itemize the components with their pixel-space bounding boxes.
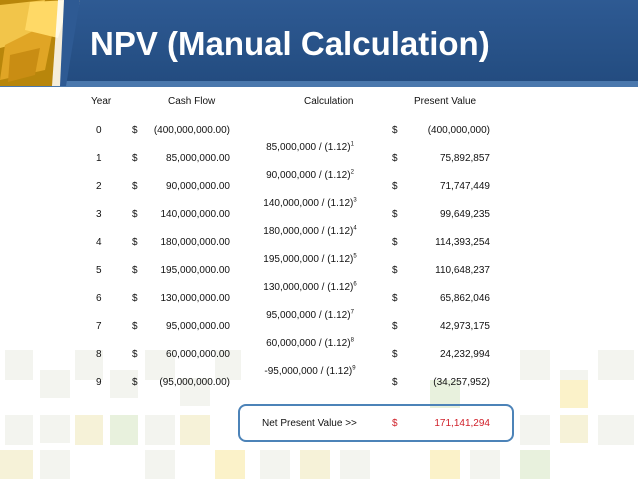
calculation-exponent: 4 [353, 225, 357, 232]
calculation-cell [254, 282, 366, 294]
year-cell: 2 [96, 181, 102, 192]
cash-flow-currency: $ [132, 153, 138, 164]
present-value-cell: 110,648,237 [435, 265, 490, 276]
gold-bars-logo [0, 0, 80, 86]
column-header-year: Year [91, 96, 112, 107]
present-value-cell: 75,892,857 [439, 153, 490, 164]
npv-value: 171,141,294 [434, 418, 490, 429]
present-value-cell: 99,649,235 [439, 209, 490, 220]
present-value-currency: $ [392, 237, 398, 248]
present-value-currency: $ [392, 125, 398, 136]
calculation-exponent: 1 [350, 141, 354, 148]
slide-title: NPV (Manual Calculation) [90, 25, 490, 62]
present-value-cell: 24,232,994 [439, 349, 490, 360]
cash-flow-cell: 140,000,000.00 [160, 209, 230, 220]
calculation-cell [254, 254, 366, 266]
present-value-currency: $ [392, 153, 398, 164]
calculation-text: 95,000,000 / (1.12) [266, 310, 351, 321]
title-bar-underline [0, 81, 638, 87]
cash-flow-currency: $ [132, 181, 138, 192]
cash-flow-currency: $ [132, 321, 138, 332]
present-value-cell: (400,000,000) [427, 125, 490, 136]
column-header-cash-flow: Cash Flow [168, 96, 216, 107]
year-cell: 0 [96, 125, 102, 136]
present-value-cell: 114,393,254 [435, 237, 490, 248]
year-cell: 1 [96, 153, 102, 164]
npv-label: Net Present Value >> [262, 418, 357, 429]
calculation-text: 60,000,000 / (1.12) [266, 338, 351, 349]
calculation-exponent: 3 [353, 197, 357, 204]
present-value-cell: 65,862,046 [439, 293, 490, 304]
cash-flow-cell: 90,000,000.00 [166, 181, 230, 192]
cash-flow-cell: 85,000,000.00 [166, 153, 230, 164]
calculation-cell [254, 366, 366, 378]
calculation-text: -95,000,000 / (1.12) [264, 366, 353, 377]
present-value-cell: 71,747,449 [439, 181, 490, 192]
year-cell: 3 [96, 209, 102, 220]
calculation-exponent: 6 [353, 281, 357, 288]
year-cell: 7 [96, 321, 102, 332]
present-value-currency: $ [392, 377, 398, 388]
calculation-exponent: 7 [350, 309, 354, 316]
year-cell: 9 [96, 377, 102, 388]
calculation-cell [254, 338, 366, 350]
year-cell: 4 [96, 237, 102, 248]
calculation-exponent: 5 [353, 253, 357, 260]
cash-flow-cell: (400,000,000.00) [153, 125, 230, 136]
calculation-text: 195,000,000 / (1.12) [263, 254, 354, 265]
cash-flow-cell: 130,000,000.00 [160, 293, 230, 304]
present-value-cell: (34,257,952) [433, 377, 490, 388]
present-value-currency: $ [392, 181, 398, 192]
cash-flow-currency: $ [132, 377, 138, 388]
cash-flow-currency: $ [132, 293, 138, 304]
calculation-exponent: 9 [352, 365, 356, 372]
column-header-present-value: Present Value [414, 96, 477, 107]
year-cell: 5 [96, 265, 102, 276]
npv-currency: $ [392, 418, 398, 429]
cash-flow-currency: $ [132, 125, 138, 136]
calculation-cell [254, 226, 366, 238]
present-value-cell: 42,973,175 [439, 321, 490, 332]
calculation-cell [254, 198, 366, 210]
year-cell: 6 [96, 293, 102, 304]
present-value-currency: $ [392, 293, 398, 304]
cash-flow-currency: $ [132, 237, 138, 248]
cash-flow-currency: $ [132, 349, 138, 360]
column-header-calculation: Calculation [304, 96, 354, 107]
calculation-exponent: 2 [350, 169, 354, 176]
calculation-cell [254, 142, 366, 154]
cash-flow-cell: (95,000,000.00) [159, 377, 230, 388]
calculation-cell [254, 170, 366, 182]
cash-flow-currency: $ [132, 265, 138, 276]
cash-flow-currency: $ [132, 209, 138, 220]
calculation-cell [254, 310, 366, 322]
present-value-currency: $ [392, 265, 398, 276]
cash-flow-cell: 180,000,000.00 [160, 237, 230, 248]
calculation-text: 130,000,000 / (1.12) [263, 282, 354, 293]
calculation-text: 180,000,000 / (1.12) [263, 226, 354, 237]
calculation-text: 140,000,000 / (1.12) [263, 198, 354, 209]
cash-flow-cell: 195,000,000.00 [160, 265, 230, 276]
present-value-currency: $ [392, 209, 398, 220]
calculation-text: 85,000,000 / (1.12) [266, 142, 351, 153]
cash-flow-cell: 60,000,000.00 [166, 349, 230, 360]
present-value-currency: $ [392, 321, 398, 332]
calculation-exponent: 8 [350, 337, 354, 344]
cash-flow-cell: 95,000,000.00 [166, 321, 230, 332]
calculation-text: 90,000,000 / (1.12) [266, 170, 351, 181]
year-cell: 8 [96, 349, 102, 360]
present-value-currency: $ [392, 349, 398, 360]
